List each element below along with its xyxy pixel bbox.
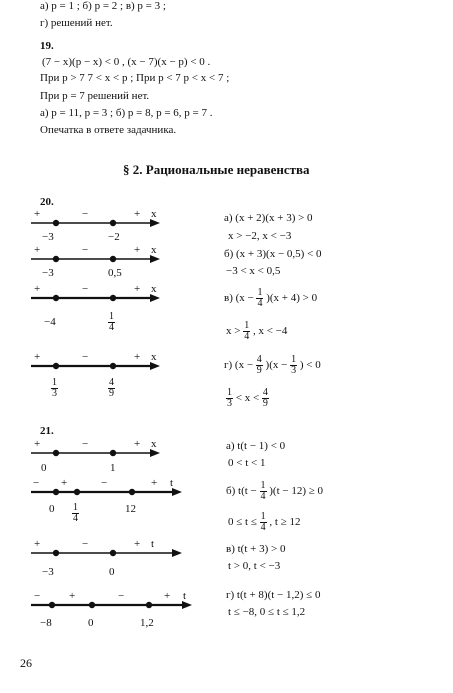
answer-21g-inequality: г) t(t + 8)(t − 1,2) ≤ 0 <box>226 589 321 601</box>
point-label-fraction: $\frac{1}{4}$ <box>109 311 114 333</box>
point-label: 1,2 <box>140 617 154 629</box>
problem-19-line-4: а) p = 11, p = 3 ; б) p = 8, p = 6, p = 7 . <box>40 107 213 119</box>
sign: + <box>34 208 41 220</box>
point-label: −4 <box>44 316 56 328</box>
sign: + <box>134 208 141 220</box>
sign: + <box>134 538 141 550</box>
point-label-fraction: $\frac{4}{9}$ <box>109 377 114 399</box>
page-number: 26 <box>20 656 32 670</box>
answer-line-1: а) p = 1 ; б) p = 2 ; в) p = 3 ; <box>40 0 166 12</box>
number-line-20d <box>31 362 160 370</box>
point-label: −8 <box>40 617 52 629</box>
answer-21b-inequality: б) t(t − $\frac{1}{4}$ )(t − 12) ≥ 0 <box>226 480 324 502</box>
answer-line-2: г) решений нет. <box>40 17 113 29</box>
problem-21-number: 21. <box>40 425 54 437</box>
problem-19-line-2: При p > 7 7 < x < p ; При p < 7 p < x < 7 ; <box>40 72 230 84</box>
number-line-20b <box>31 255 160 263</box>
answer-20a-solution: x > −2, x < −3 <box>228 230 292 242</box>
sign: − <box>82 351 89 363</box>
sign: − <box>101 477 108 489</box>
point-label: −3 <box>42 231 54 243</box>
point-label-fraction: $\frac{1}{3}$ <box>52 377 57 399</box>
answer-20g-inequality: г) (x − $\frac{4}{9}$ )(x − $\frac{1}{3}$ ) < 0 <box>224 354 321 376</box>
sign: + <box>151 477 158 489</box>
sign: + <box>69 590 76 602</box>
section-title: § 2. Рациональные неравенства <box>123 162 310 177</box>
sign: − <box>82 538 89 550</box>
sign: − <box>82 283 89 295</box>
number-line-21c <box>31 549 182 557</box>
answer-21a-inequality: а) t(t − 1) < 0 <box>226 440 286 452</box>
point-label: 0 <box>109 566 115 578</box>
answer-20b-solution: −3 < x < 0,5 <box>226 265 281 277</box>
sign: − <box>118 590 125 602</box>
answer-21a-solution: 0 < t < 1 <box>228 457 266 469</box>
point-label: 0,5 <box>108 267 122 279</box>
problem-19-number: 19. <box>40 40 54 52</box>
sign: + <box>134 283 141 295</box>
number-line-21b <box>31 488 182 496</box>
sign: + <box>34 538 41 550</box>
axis-variable: x <box>151 208 157 220</box>
sign: − <box>82 438 89 450</box>
answer-20g-solution: $\frac{1}{3}$ < x < $\frac{4}{9}$ <box>227 387 268 409</box>
sign: − <box>34 590 41 602</box>
answer-20v-inequality: в) (x − $\frac{1}{4}$ )(x + 4) > 0 <box>224 287 318 309</box>
point-label: 0 <box>88 617 94 629</box>
point-label: 1 <box>110 462 116 474</box>
sign: + <box>134 438 141 450</box>
point-label: −3 <box>42 267 54 279</box>
problem-20-number: 20. <box>40 196 54 208</box>
sign: + <box>134 244 141 256</box>
problem-19-line-5: Опечатка в ответе задачника. <box>40 124 177 136</box>
sign: + <box>34 283 41 295</box>
point-label: 0 <box>49 503 55 515</box>
number-line-21d <box>31 601 192 609</box>
axis-variable: t <box>170 477 174 489</box>
point-label-fraction: $\frac{1}{4}$ <box>73 502 78 524</box>
axis-variable: x <box>151 438 157 450</box>
answer-20b-inequality: б) (x + 3)(x − 0,5) < 0 <box>224 248 322 260</box>
problem-19-line-1: (7 − x)(p − x) < 0 , (x − 7)(x − p) < 0 . <box>42 56 211 68</box>
point-label: 0 <box>41 462 47 474</box>
axis-variable: x <box>151 351 157 363</box>
answer-20v-solution: x > $\frac{1}{4}$ , x < −4 <box>226 320 288 342</box>
sign: − <box>33 477 40 489</box>
axis-variable: t <box>183 590 187 602</box>
answer-21v-solution: t > 0, t < −3 <box>228 560 281 572</box>
axis-variable: x <box>151 283 157 295</box>
answer-20a-inequality: а) (x + 2)(x + 3) > 0 <box>224 212 313 224</box>
axis-variable: t <box>151 538 155 550</box>
sign: + <box>34 438 41 450</box>
axis-variable: x <box>151 244 157 256</box>
answer-21v-inequality: в) t(t + 3) > 0 <box>226 543 286 555</box>
sign: − <box>82 208 89 220</box>
answer-21g-solution: t ≤ −8, 0 ≤ t ≤ 1,2 <box>228 606 306 618</box>
point-label: 12 <box>125 503 136 515</box>
number-line-20a <box>31 219 160 227</box>
sign: − <box>82 244 89 256</box>
answer-21b-solution: 0 ≤ t ≤ $\frac{1}{4}$ , t ≥ 12 <box>228 511 301 533</box>
number-line-21a <box>31 449 160 457</box>
point-label: −3 <box>42 566 54 578</box>
sign: + <box>61 477 68 489</box>
sign: + <box>134 351 141 363</box>
sign: + <box>164 590 171 602</box>
number-line-20c <box>31 294 160 302</box>
sign: + <box>34 244 41 256</box>
sign: + <box>34 351 41 363</box>
point-label: −2 <box>108 231 120 243</box>
problem-19-line-3: При p = 7 решений нет. <box>40 90 150 102</box>
